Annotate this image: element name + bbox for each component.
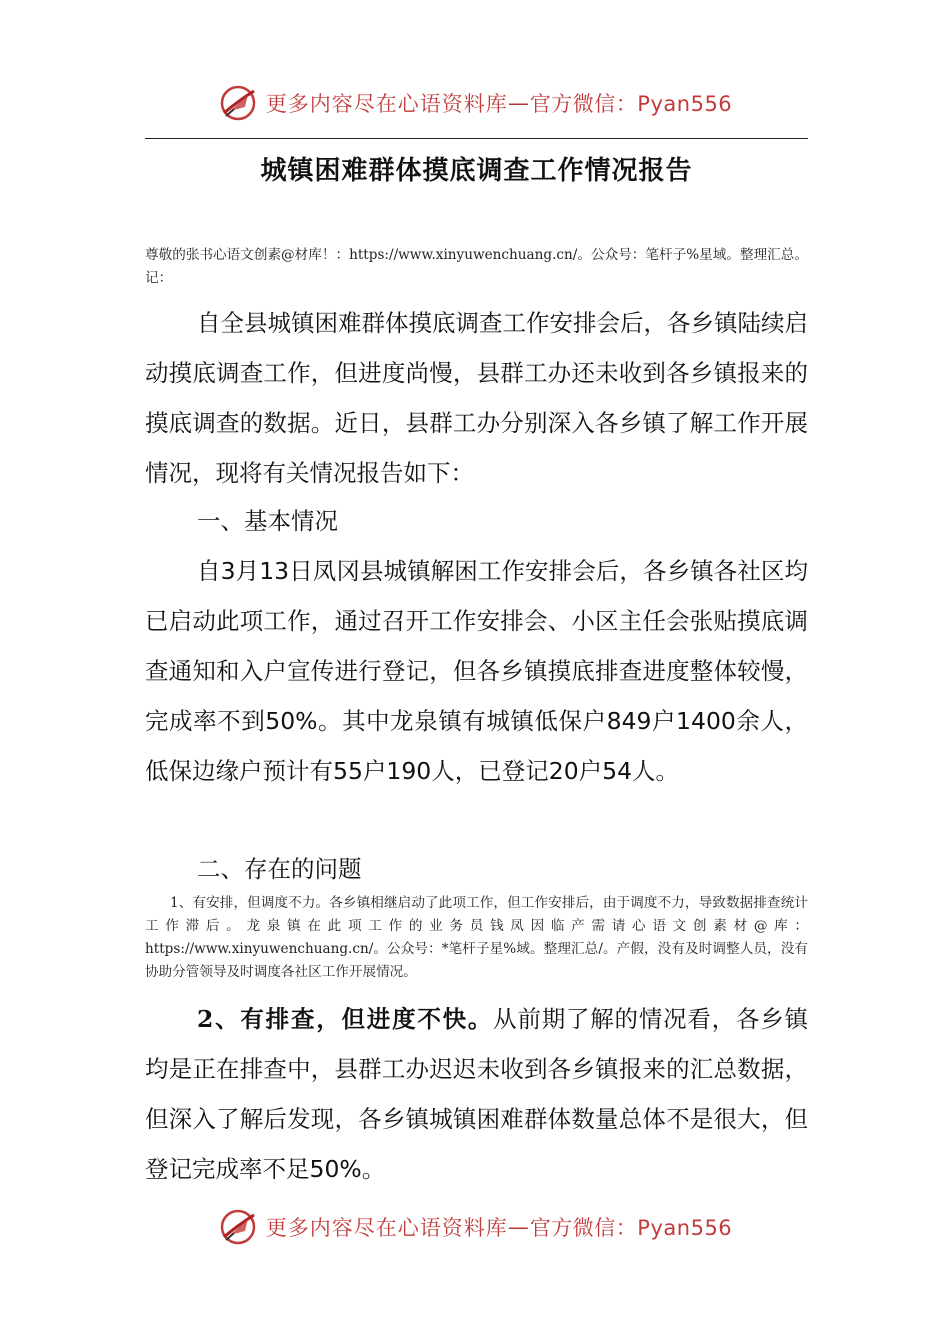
watermark-text: 更多内容尽在心语资料库 — [265, 92, 508, 116]
watermark-text: 更多内容尽在心语资料库 — [265, 1216, 508, 1240]
paragraph-intro: 自全县城镇困难群体摸底调查工作安排会后，各乡镇陆续启动摸底调查工作，但进度尚慢，县群工办还未收到各乡镇报来的摸底调查的数据。近日，县群工办分别深入各乡镇了解工作开展情况，现将有关情况报告如下： — [145, 309, 808, 487]
problem-item-2-lead: 2、有排查，但进度不快。 — [197, 1005, 494, 1033]
problem-item-2 — [145, 994, 808, 1194]
paragraph-basic-situation: 自3月13日凤冈县城镇解困工作安排会后，各乡镇各社区均已启动此项工作，通过召开工作安排会、小区主任会张贴摸底调查通知和入户宣传进行登记，但各乡镇摸底排查进度整体较慢，完成率不到50%。其中龙泉镇有城镇低保户849户1400余人，低保边缘户预计有55户190人，已登记20户54人。 — [145, 557, 808, 785]
watermark-footer — [0, 1202, 950, 1252]
intro-note: 尊敬的张书心语文创素@材库！：https://www.xinyuwenchuang.cn/。公众号：笔杆子%星域。整理汇总。记： — [145, 247, 808, 286]
watermark-dash: — — [507, 1215, 530, 1239]
watermark-dash: — — [507, 91, 530, 115]
watermark-header — [0, 78, 950, 128]
document-title: 城镇困难群体摸底调查工作情况报告 — [260, 156, 693, 186]
watermark-contact: 官方微信：Pyan556 — [529, 92, 733, 116]
watermark-contact: 官方微信：Pyan556 — [529, 1216, 733, 1240]
pen-logo-icon — [218, 1207, 258, 1247]
section-heading-problems: 二、存在的问题 — [197, 855, 362, 883]
pen-logo-icon — [218, 83, 258, 123]
problem-item-1: 1、有安排，但调度不力。各乡镇相继启动了此项工作，但工作安排后，由于调度不力，导致数据排查统计工作滞后。龙泉镇在此项工作的业务员钱凤因临产需请心语文创素材@库：https://www.xinyuwenchuang.cn/。公众号：*笔杆子星%域。整理汇总/。产假，没有及时调整人员，没有协助分管领导及时调度各社区工作开展情况。 — [145, 895, 808, 980]
problem-item-2-text: 从前期了解的情况看，各乡镇均是正在排查中，县群工办迟迟未收到各乡镇报来的汇总数据，但深入了解后发现，各乡镇城镇困难群体数量总体不是很大，但登记完成率不足50%。 — [145, 1005, 808, 1183]
section-heading-basic: 一、基本情况 — [197, 507, 338, 535]
header-rule — [145, 138, 808, 139]
